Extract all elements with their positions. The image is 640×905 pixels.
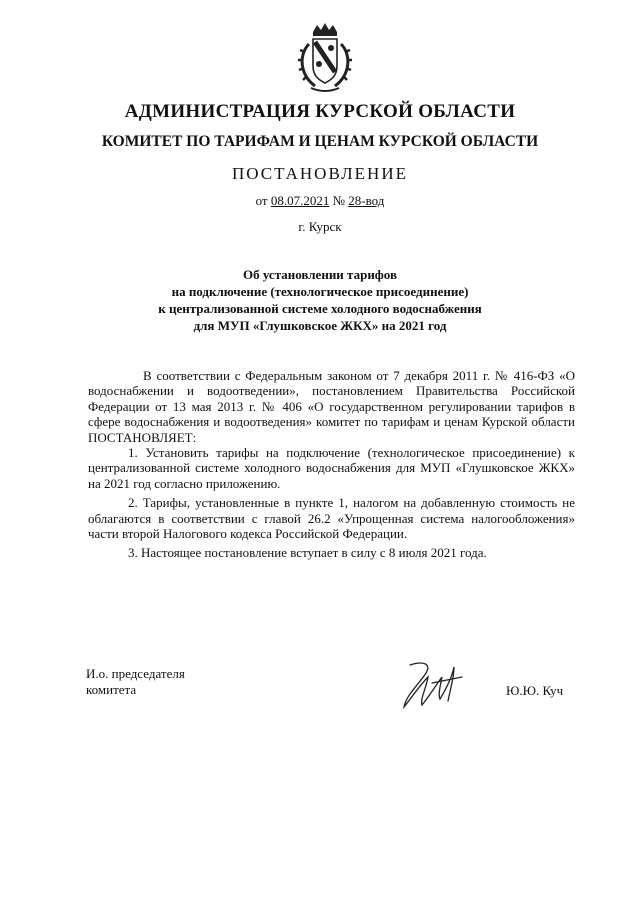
subject-line: для МУП «Глушковское ЖКХ» на 2021 год xyxy=(193,318,447,333)
document-body xyxy=(88,368,575,561)
signatory-title xyxy=(86,666,185,698)
document-type-heading: ПОСТАНОВЛЕНИЕ xyxy=(231,164,408,183)
handwritten-signature xyxy=(392,655,472,715)
document-number: 28-вод xyxy=(348,193,385,208)
subject-line: на подключение (технологическое присоединение) xyxy=(171,284,469,299)
committee-heading: КОМИТЕТ ПО ТАРИФАМ И ЦЕНАМ КУРСКОЙ ОБЛАСТИ xyxy=(101,133,539,150)
document-date: 08.07.2021 xyxy=(270,193,330,208)
signatory-name: Ю.Ю. Куч xyxy=(506,683,564,698)
administration-heading: АДМИНИСТРАЦИЯ КУРСКОЙ ОБЛАСТИ xyxy=(124,101,516,122)
item-1-paragraph: 1. Установить тарифы на подключение (технологическое присоединение) к централизованной системе холодного водоснабжения для МУП «Глушковское ЖКХ» на 2021 год согласно приложению. xyxy=(88,445,575,491)
subject-line: Об установлении тарифов xyxy=(242,267,398,282)
item-3-paragraph: 3. Настоящее постановление вступает в силу с 8 июля 2021 года. xyxy=(128,545,487,561)
preamble-paragraph: В соответствии с Федеральным законом от 7 декабря 2011 г. № 416-ФЗ «О водоснабжении и водоотведении», постановлением Правительства Российской Федерации от 13 мая 2013 г. № 406 «О государственном регулировании тарифов в сфере водоснабжения и водоотведения» комитет по тарифам и ценам Курской области ПОСТАНОВЛЯЕТ: xyxy=(88,368,575,445)
number-prefix: № xyxy=(332,193,346,208)
item-2-paragraph: 2. Тарифы, установленные в пункте 1, налогом на добавленную стоимость не облагаются в соответствии с главой 26.2 «Упрощенная система налогообложения» части второй Налогового кодекса Российской Федерации. xyxy=(88,495,575,542)
signatory-title-line: комитета xyxy=(86,682,137,697)
document-date-number xyxy=(0,193,640,209)
signatory-title-line: И.о. председателя xyxy=(86,666,185,681)
subject-line: к централизованной системе холодного водоснабжения xyxy=(158,301,482,316)
coat-of-arms-emblem xyxy=(295,22,355,94)
date-prefix: от xyxy=(255,193,268,208)
document-city: г. Курск xyxy=(298,219,342,234)
document-subject xyxy=(0,266,640,334)
